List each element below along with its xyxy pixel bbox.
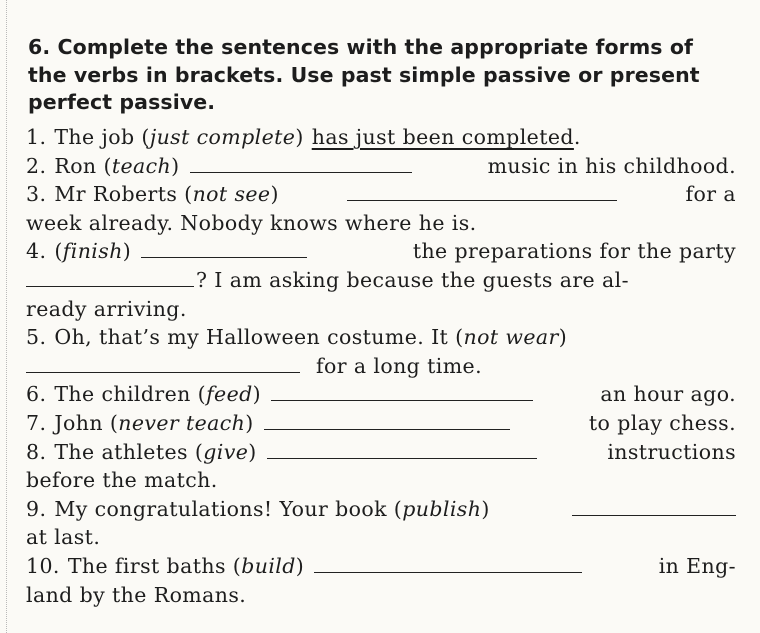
answer-blank[interactable]: [572, 514, 736, 516]
verb-hint: finish: [62, 239, 123, 264]
sentence-text: (: [54, 239, 63, 264]
sentence-5-cont: [26, 352, 736, 381]
sentence-text: ): [558, 325, 568, 350]
sentence-text: before the match.: [26, 468, 218, 493]
task-line-2: the verbs in brackets. Use past simple passive or present: [28, 62, 700, 87]
sentence-8-cont: [26, 466, 736, 495]
sentence-text: an hour ago.: [600, 382, 736, 407]
sentence-text: ): [295, 125, 304, 149]
verb-hint: not see: [192, 182, 271, 207]
sentence-4-cont-2: [26, 295, 736, 324]
sentence-number: 5.: [26, 325, 47, 350]
answer-blank[interactable]: [190, 171, 412, 173]
sentence-3: [26, 180, 736, 209]
answer-blank[interactable]: [26, 371, 300, 373]
sentence-text: in Eng-: [658, 553, 736, 578]
verb-hint: never teach: [118, 410, 246, 435]
sentence-2: [26, 152, 736, 181]
sentence-number: 4.: [26, 239, 47, 264]
sentence-text: The children (: [54, 382, 207, 407]
sentence-number: 2.: [26, 153, 47, 178]
answer-blank[interactable]: [271, 399, 533, 401]
answer-blank[interactable]: [347, 199, 617, 201]
answer-blank[interactable]: [264, 428, 510, 430]
sentence-9: [26, 495, 736, 524]
sentence-text: for a: [685, 182, 736, 207]
verb-hint: give: [203, 439, 249, 464]
sentence-text: Ron (: [54, 153, 112, 178]
answer-blank[interactable]: [26, 285, 194, 287]
verb-hint: publish: [402, 496, 482, 521]
task-line-3: perfect passive.: [28, 90, 216, 114]
sentence-text: My congratulations! Your book (: [54, 496, 403, 521]
sentence-number: 7.: [26, 410, 47, 435]
sentence-number: 6.: [26, 382, 47, 407]
example-answer: has just been completed: [311, 125, 574, 149]
verb-hint: teach: [111, 153, 172, 178]
sentence-10-cont: [26, 581, 736, 610]
sentence-text: ): [270, 182, 279, 207]
sentence-text: land by the Romans.: [26, 582, 247, 607]
sentence-text: ): [245, 410, 254, 435]
sentence-4-cont: [26, 266, 736, 295]
sentence-10: [26, 552, 736, 581]
task-line-1: 6. Complete the sentences with the appropriate forms of: [28, 35, 694, 59]
sentence-5: [26, 323, 736, 352]
verb-hint: build: [241, 553, 296, 578]
answer-blank[interactable]: [141, 256, 307, 258]
sentence-text: ): [122, 239, 132, 264]
answer-blank[interactable]: [267, 457, 537, 459]
sentence-text: The first baths (: [67, 553, 242, 578]
sentence-6: [26, 380, 736, 409]
sentence-text: ): [481, 496, 490, 521]
sentence-text: .: [573, 125, 581, 149]
sentence-number: 8.: [26, 439, 47, 464]
sentence-text: ): [171, 153, 180, 178]
sentence-text: at last.: [26, 525, 101, 550]
sentence-8: [26, 438, 736, 467]
sentence-text: the preparations for the party: [412, 239, 736, 264]
verb-hint: feed: [206, 382, 253, 407]
sentence-number: 3.: [26, 182, 47, 207]
sentence-text: The athletes (: [54, 439, 204, 464]
sentence-3-cont: [26, 209, 736, 238]
sentence-text: ? I am asking because the guests are al-: [196, 267, 629, 292]
sentence-text: for a long time.: [316, 353, 483, 378]
exercise-list: [26, 123, 736, 609]
sentence-9-cont: [26, 523, 736, 552]
sentence-text: Oh, that’s my Halloween costume. It (: [54, 325, 464, 350]
sentence-text: instructions: [607, 439, 736, 464]
sentence-text: ): [252, 382, 262, 407]
sentence-text: The job (: [54, 125, 150, 149]
sentence-text: ): [295, 553, 305, 578]
page-edge: [6, 0, 8, 633]
sentence-4: [26, 237, 736, 266]
sentence-number: 9.: [26, 496, 47, 521]
sentence-7: [26, 409, 736, 438]
sentence-text: music in his childhood.: [487, 153, 736, 178]
sentence-text: Mr Roberts (: [54, 182, 193, 207]
sentence-text: John (: [54, 410, 119, 435]
sentence-text: week already. Nobody knows where he is.: [26, 210, 477, 235]
sentence-text: to play chess.: [588, 410, 736, 435]
verb-hint: just complete: [149, 125, 296, 149]
sentence-number: 10.: [26, 553, 60, 578]
verb-hint: not wear: [463, 325, 559, 350]
sentence-text: ready arriving.: [26, 296, 187, 321]
sentence-text: ): [248, 439, 257, 464]
answer-blank[interactable]: [314, 571, 582, 573]
sentence-number: 1.: [26, 125, 47, 149]
task-instructions: [28, 34, 740, 117]
sentence-1: [26, 123, 736, 152]
